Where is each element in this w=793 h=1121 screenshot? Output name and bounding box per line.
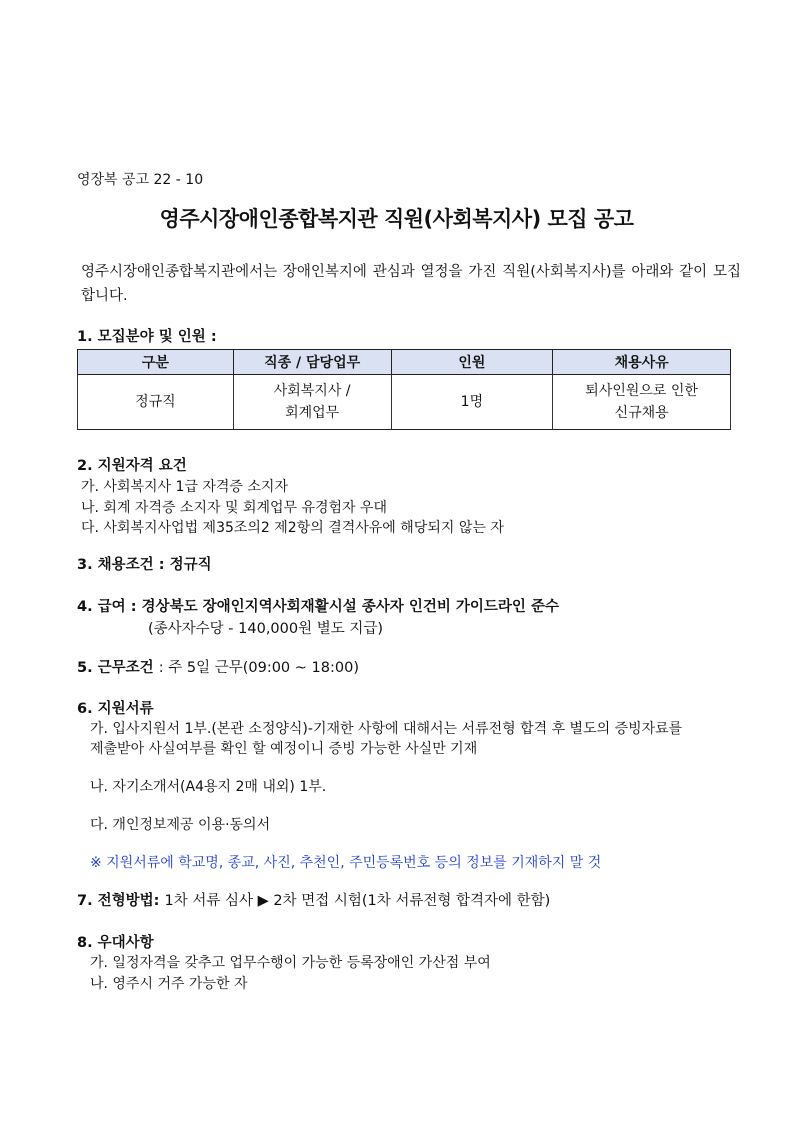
section-5-title: 5. 근무조건 xyxy=(77,660,154,676)
working-conditions-text: : 주 5일 근무(09:00 ~ 18:00) xyxy=(158,660,359,676)
document-item-b: 나. 자기소개서(A4용지 2매 내외) 1부. xyxy=(90,779,327,795)
cell-hiring-reason xyxy=(553,375,731,430)
reason-line-1: 퇴사인원으로 인한 xyxy=(585,383,698,399)
notice-number: 영장복 공고 22 - 10 xyxy=(77,172,204,188)
page-title: 영주시장애인종합복지관 직원(사회복지사) 모집 공고 xyxy=(159,207,634,231)
selection-method-text: 1차 서류 심사 ▶ 2차 면접 시험(1차 서류전형 합격자에 한함) xyxy=(164,893,551,909)
section-7-heading xyxy=(77,889,550,910)
table-header-cell: 구분 xyxy=(78,350,234,375)
qualification-item: 다. 사회복지사업법 제35조의2 제2항의 결격사유에 해당되지 않는 자 xyxy=(81,520,504,536)
section-7-title: 7. 전형방법: xyxy=(77,893,160,909)
section-4-heading: 4. 급여 : 경상북도 장애인지역사회재활시설 종사자 인건비 가이드라인 준수 xyxy=(77,599,559,615)
table-header-cell: 직종 / 담당업무 xyxy=(233,350,391,375)
salary-note: (종사자수당 - 140,000원 별도 지급) xyxy=(148,621,384,637)
preference-item: 나. 영주시 거주 가능한 자 xyxy=(90,976,248,992)
job-line-1: 사회복지사 / xyxy=(273,383,351,399)
document-item-c: 다. 개인정보제공 이용·동의서 xyxy=(90,817,271,833)
preference-item: 가. 일정자격을 갖추고 업무수행이 가능한 등록장애인 가산점 부여 xyxy=(90,955,491,971)
cell-headcount: 1명 xyxy=(391,375,553,430)
qualification-item: 가. 사회복지사 1급 자격증 소지자 xyxy=(81,479,288,495)
section-3-heading: 3. 채용조건 : 정규직 xyxy=(77,557,212,573)
document-item-a-line-1: 가. 입사지원서 1부.(본관 소정양식)-기재한 사항에 대해서는 서류전형 합격 후 별도의 증빙자료를 xyxy=(90,721,683,737)
section-6-heading: 6. 지원서류 xyxy=(77,701,154,717)
recruitment-table xyxy=(77,349,731,430)
intro-paragraph: 영주시장애인종합복지관에서는 장애인복지에 관심과 열정을 가진 직원(사회복지사)를 아래와 같이 모집합니다. xyxy=(81,264,741,304)
table-row xyxy=(78,375,731,430)
table-header-cell: 채용사유 xyxy=(553,350,731,375)
job-line-2: 회계업무 xyxy=(285,405,340,421)
table-header-row xyxy=(78,350,731,375)
reason-line-2: 신규채용 xyxy=(614,405,669,421)
cell-employment-type: 정규직 xyxy=(78,375,234,430)
section-1-heading: 1. 모집분야 및 인원 : xyxy=(77,329,217,345)
section-2-heading: 2. 지원자격 요건 xyxy=(77,458,187,474)
table-header-cell: 인원 xyxy=(391,350,553,375)
section-8-heading: 8. 우대사항 xyxy=(77,935,154,951)
section-5-heading xyxy=(77,656,359,677)
cell-job-duty xyxy=(233,375,391,430)
document-item-a-line-2: 제출받아 사실여부를 확인 할 예정이니 증빙 가능한 사실만 기재 xyxy=(90,741,478,757)
document-warning: ※ 지원서류에 학교명, 종교, 사진, 추천인, 주민등록번호 등의 정보를 기재하지 말 것 xyxy=(90,855,602,871)
qualification-item: 나. 회계 자격증 소지자 및 회계업무 유경험자 우대 xyxy=(81,500,388,516)
